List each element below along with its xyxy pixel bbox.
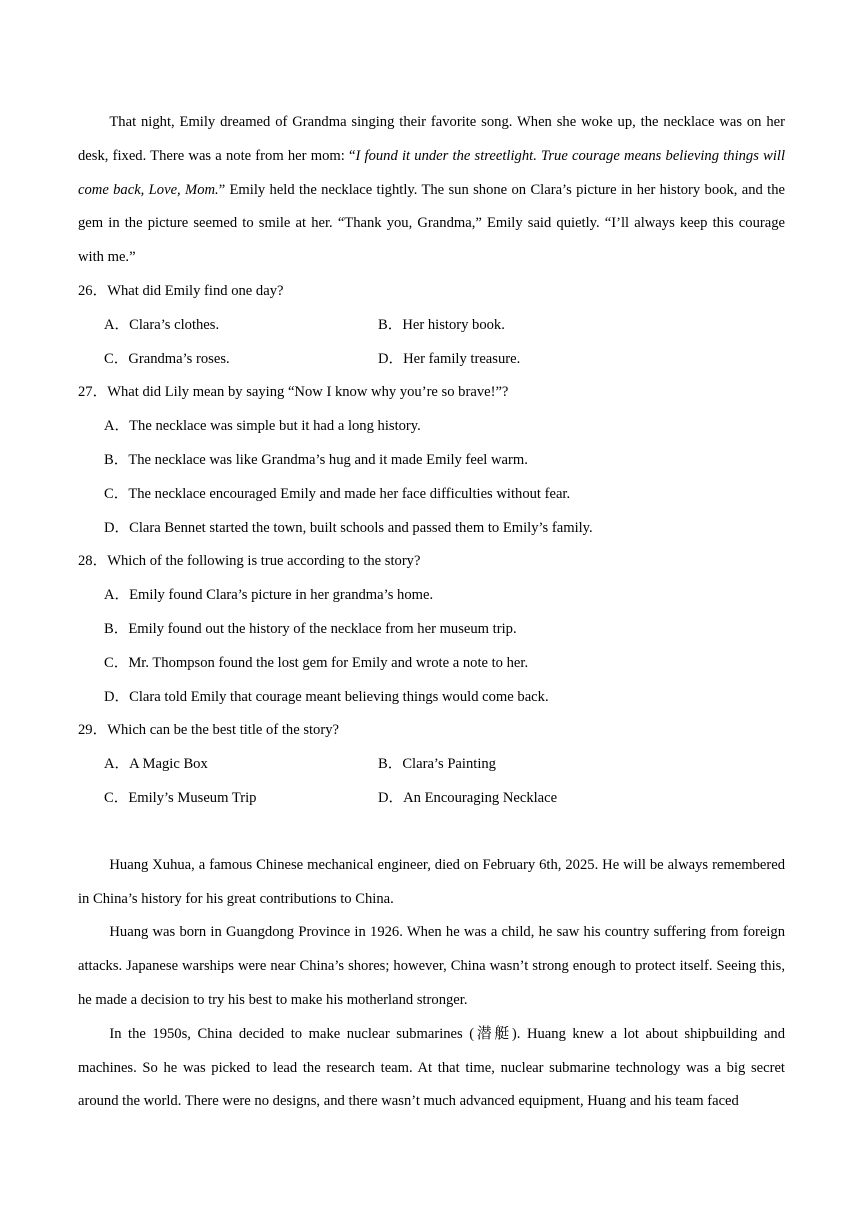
question-28 bbox=[78, 545, 785, 714]
option-c: C．Mr. Thompson found the lost gem for Emily and wrote a note to her. bbox=[104, 654, 529, 671]
question-stem: 28．Which of the following is true according to the story? bbox=[78, 553, 421, 570]
option-b: B．Her history book. bbox=[378, 316, 505, 333]
passage-paragraph: In the 1950s, China decided to make nuclear submarines (潜艇). Huang knew a lot about shipbuilding and machines. So he was picked to lead the research team. At that time, nuclear submarine technology was a big secret around the world. There were no designs, and there wasn’t much advanced equipment, Huang and his team faced bbox=[78, 1025, 785, 1110]
option-a: A．Clara’s clothes. bbox=[104, 316, 220, 333]
option-b: B．Clara’s Painting bbox=[378, 756, 496, 773]
option-b: B．Emily found out the history of the necklace from her museum trip. bbox=[104, 620, 517, 637]
passage-paragraph: Huang Xuhua, a famous Chinese mechanical engineer, died on February 6th, 2025. He will be always remembered in China’s history for his great contributions to China. bbox=[78, 856, 785, 907]
option-d: D．Her family treasure. bbox=[378, 350, 521, 367]
option-a: A．A Magic Box bbox=[104, 756, 208, 773]
question-27 bbox=[78, 376, 785, 545]
passage-paragraph: Huang was born in Guangdong Province in 1926. When he was a child, he saw his country suffering from foreign attacks. Japanese warships were near China’s shores; however, China wasn’t strong enough to protect itself. Seeing this, he made a decision to try his best to make his motherland stronger. bbox=[78, 924, 785, 1008]
question-29 bbox=[78, 714, 785, 815]
option-d: D．An Encouraging Necklace bbox=[378, 789, 558, 806]
question-stem: 27．What did Lily mean by saying “Now I know why you’re so brave!”? bbox=[78, 384, 509, 401]
option-b: B．The necklace was like Grandma’s hug and it made Emily feel warm. bbox=[104, 451, 528, 468]
option-d: D．Clara told Emily that courage meant believing things would come back. bbox=[104, 688, 549, 705]
option-c: C．Grandma’s roses. bbox=[104, 350, 230, 367]
question-26 bbox=[78, 275, 785, 376]
option-a: A．The necklace was simple but it had a long history. bbox=[104, 418, 421, 435]
question-stem: 29．Which can be the best title of the story? bbox=[78, 722, 339, 739]
question-stem: 26．What did Emily find one day? bbox=[78, 282, 284, 299]
option-d: D．Clara Bennet started the town, built schools and passed them to Emily’s family. bbox=[104, 519, 593, 536]
story-paragraph: That night, Emily dreamed of Grandma singing their favorite song. When she woke up, the necklace was on her desk, fixed. There was a note from her mom: “I found it under the streetlight. True courage means believing things will come back, Love, Mom.” Emily held the necklace tightly. The sun shone on Clara’s picture in her history book, and the gem in the picture seemed to smile at her. “Thank you, Grandma,” Emily said quietly. “I’ll always keep this courage with me.” bbox=[78, 114, 785, 266]
option-a: A．Emily found Clara’s picture in her grandma’s home. bbox=[104, 587, 434, 604]
exam-page bbox=[78, 106, 785, 1119]
mom-note-italic: I found it under the streetlight. True courage means believing things will come back, Love, Mom. bbox=[78, 147, 785, 198]
option-c: C．Emily’s Museum Trip bbox=[104, 789, 257, 806]
section-gap bbox=[78, 816, 785, 849]
option-c: C．The necklace encouraged Emily and made her face difficulties without fear. bbox=[104, 485, 571, 502]
